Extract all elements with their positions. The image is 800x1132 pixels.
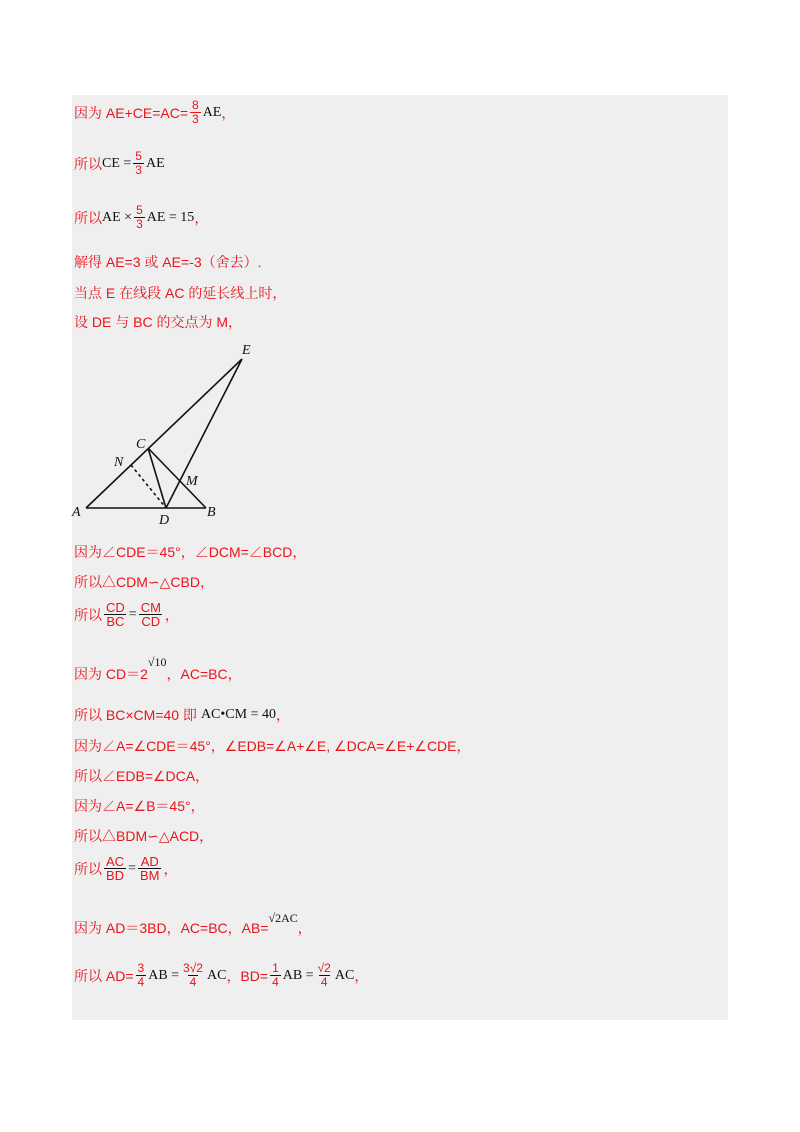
fraction: $\frac{AC}{BD}$ [106, 854, 125, 883]
segment-DE [166, 359, 242, 508]
line-6: 设 DE 与 BC 的交点为 M， [74, 314, 243, 330]
line-13: 所以∠EDB=∠DCA， [74, 768, 210, 784]
line-9: 所以 $\frac{CD}{BC}$ = $\frac{CM}{CD}$ ， [74, 600, 179, 629]
fraction: $\frac{5}{3}$ [136, 203, 143, 231]
line-5: 当点 E 在线段 AC 的延长线上时， [74, 285, 287, 301]
label-M: M [186, 474, 198, 489]
label-C: C [136, 437, 146, 452]
line-11: 所以 BC×CM=40 即 AC•CM = 40 ， [74, 707, 290, 723]
line-7: 因为∠CDE＝45°，∠DCM=∠BCD， [74, 544, 307, 560]
line-4: 解得 AE=3 或 AE=-3（舍去）. [74, 254, 262, 270]
line-3: 所以 AE × $\frac{5}{3}$ AE = 15 ， [74, 203, 209, 231]
line-18: 所以 AD= $\frac{3}{4}$ AB = $\frac{3√2}{4}$ AC ，BD= $\frac{1}{4}$ AB = $\frac{√2}{4}$ AC ， [74, 961, 369, 989]
segment-ND [131, 465, 166, 508]
line-16: 所以 $\frac{AC}{BD}$ = $\frac{AD}{BM}$ ， [74, 854, 178, 883]
fraction: $\frac{√2}{4}$ [317, 961, 331, 989]
line-17: 因为 AD＝3BD，AC=BC，AB= √2AC ， [74, 910, 312, 936]
label-B: B [207, 505, 216, 520]
radical: √10 [147, 654, 167, 669]
fraction: $\frac{1}{4}$ [272, 961, 279, 989]
geometry-figure [70, 335, 270, 530]
fraction: $\frac{3√2}{4}$ [183, 961, 203, 989]
label-A: A [72, 505, 81, 520]
line-1: 因为 AE+CE=AC= $\frac{8}{3}$ AE ， [74, 98, 236, 126]
fraction: $\frac{AD}{BM}$ [139, 854, 160, 883]
fraction: $\frac{3}{4}$ [137, 961, 145, 989]
label-D: D [159, 513, 170, 528]
line-10: 因为 CD＝2 √10 ，AC=BC， [74, 654, 242, 682]
radical: √2AC [268, 910, 298, 925]
fraction: $\frac{8}{3}$ [192, 98, 199, 126]
label-N: N [114, 455, 124, 470]
fraction: $\frac{5}{3}$ [135, 149, 142, 177]
line-14: 因为∠A=∠B＝45°， [74, 798, 205, 814]
label-E: E [242, 343, 251, 358]
fraction: $\frac{CD}{BC}$ [106, 600, 125, 629]
line-8: 所以△CDM∽△CBD， [74, 574, 214, 590]
segment-AE [86, 359, 242, 508]
line-12: 因为∠A=∠CDE＝45°，∠EDB=∠A+∠E, ∠DCA=∠E+∠CDE， [74, 738, 471, 754]
line-15: 所以△BDM∽△ACD， [74, 828, 214, 844]
line-2: 所以 CE = $\frac{5}{3}$ AE [74, 149, 165, 177]
fraction: $\frac{CM}{CD}$ [140, 600, 161, 629]
